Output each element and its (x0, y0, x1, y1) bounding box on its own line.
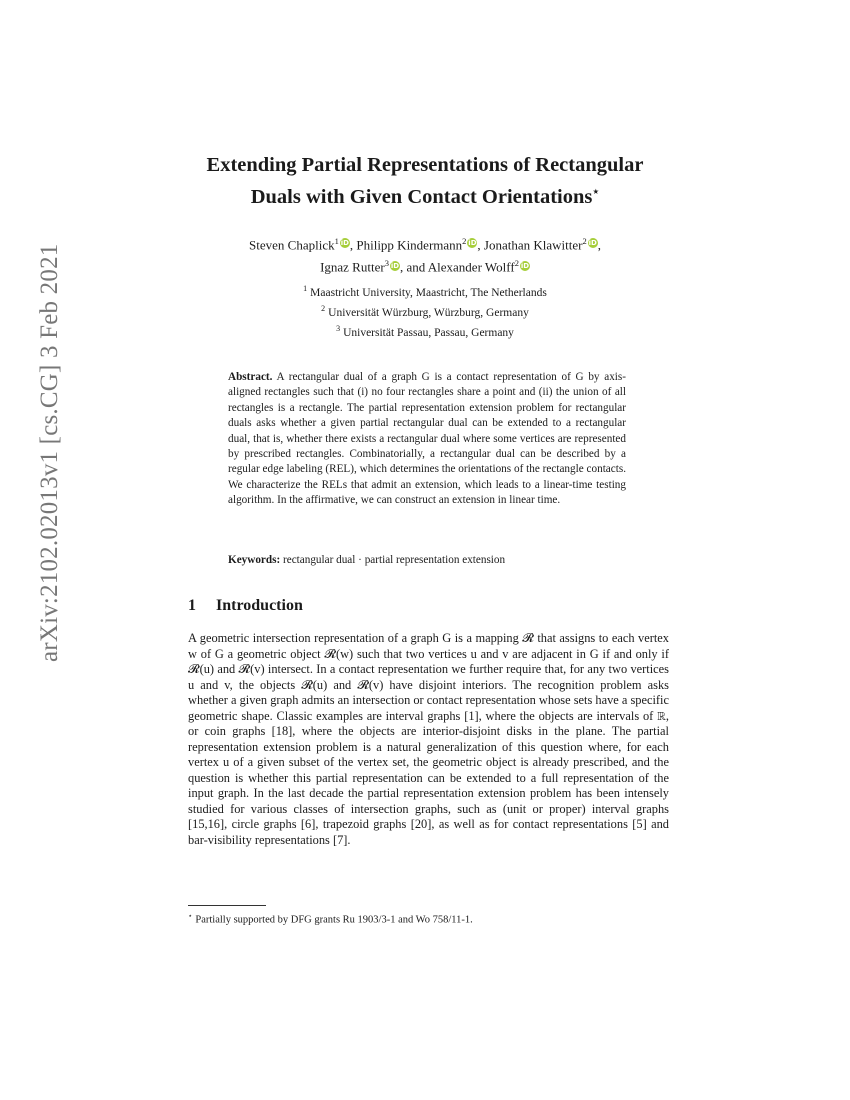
title-footnote-mark: ⋆ (592, 186, 600, 198)
orcid-icon[interactable]: iD (520, 261, 530, 270)
keywords-label: Keywords: (228, 554, 281, 566)
affiliation-item (150, 321, 700, 341)
affiliation-item (150, 281, 700, 301)
author-list (150, 232, 700, 277)
author-affiliation-mark: 3 (384, 258, 389, 269)
keywords-text: rectangular dual · partial representation extension (283, 554, 506, 566)
affiliation-mark: 2 (321, 303, 326, 313)
affiliation-text: Maastricht University, Maastricht, The Netherlands (310, 286, 547, 299)
orcid-icon[interactable]: iD (340, 239, 349, 248)
author-affiliation-mark: 2 (462, 236, 467, 246)
author-conjunction: and (406, 259, 426, 275)
affiliation-text: Universität Würzburg, Würzburg, Germany (328, 306, 529, 319)
affiliation-item (150, 301, 700, 321)
affiliation-mark: 3 (336, 323, 341, 333)
paper-title (150, 152, 700, 211)
author-line-1: Steven Chaplick$^1$ iD, Philipp Kindermann$^2$ iD, Jonathan Klawitter$^2$ iD, (249, 236, 601, 253)
author-name: Jonathan Klawitter (483, 237, 583, 253)
section-heading (188, 597, 668, 615)
author-name: Steven Chaplick (249, 237, 335, 253)
author-name: Ignaz Rutter (320, 259, 385, 275)
author-affiliation-mark: 1 (334, 236, 339, 246)
abstract-label: Abstract. (228, 371, 273, 383)
arxiv-identifier-text: arXiv:2102.02013v1 [cs.CG] 3 Feb 2021 (36, 243, 63, 662)
abstract-text: A rectangular dual of a graph G is a contact representation of G by axis-aligned rectangles such that (i) no four rectangles share a point and (ii) the union of all rectangles is a rectangle. The partial representation extension problem for rectangular duals asks whether a given partial rectangular dual can be extended to a rectangular dual, that is, whether there exists a rectangular dual where some vertices are represented by prescribed rectangles. Combinatorially, a rectangular dual can be described by a regular edge labeling (REL), which determines the orientations of the rectangle contacts. We characterize the RELs that admit an extension, which leads to a linear-time testing algorithm. In the affirmative, we can construct an extension in linear time. (228, 371, 626, 507)
introduction-paragraph: A geometric intersection representation of a graph G is a mapping 𝓡 that assigns to each vertex w of G a geometric object 𝓡(w) such that two vertices u and v are adjacent in G if and only if 𝓡(u) and 𝓡(v) intersect. In a contact representation we further require that, for any two vertices u and v, the objects 𝓡(u) and 𝓡(v) have disjoint interiors. The recognition problem asks whether a given graph admits an intersection or contact representation whose sets have a specific geometric shape. Classic examples are interval graphs [1], where the objects are intervals of ℝ, or coin graphs [18], where the objects are interior-disjoint disks in the plane. The partial representation extension problem is a natural generalization of this question where, for each vertex u of a given subset of the vertex set, the geometric object is already prescribed, and the question is whether this partial representation can be extended to a full representation of the input graph. In the last decade the partial representation extension problem has been intensely studied for various classes of intersection graphs, such as (unit or proper) interval graphs [15,16], circle graphs [6], trapezoid graphs [20], as well as for contact representations [5] and bar-visibility representations [7]. (188, 631, 669, 847)
orcid-icon[interactable]: iD (588, 239, 597, 248)
footnote-mark: ⋆ (188, 912, 193, 920)
affiliation-mark: 1 (303, 284, 308, 293)
title-line-2 (150, 179, 700, 211)
section-number: 1 (188, 597, 196, 614)
author-name: Alexander Wolff (427, 259, 515, 275)
title-line-2-text: Duals with Given Contact Orientations (250, 185, 593, 208)
arxiv-side-stamp (28, 243, 72, 662)
title-line-1: Extending Partial Representations of Rectangular (206, 154, 644, 176)
keywords-block (228, 553, 626, 568)
footnote-divider (188, 905, 266, 906)
orcid-icon[interactable]: iD (390, 261, 400, 270)
affiliation-text: Universität Passau, Passau, Germany (343, 326, 514, 339)
footnote (188, 909, 669, 928)
author-name: Philipp Kindermann (356, 237, 463, 253)
author-affiliation-mark: 2 (582, 236, 587, 246)
author-line-2: Ignaz Rutter$^3$ iD, and Alexander Wolff$^2$ iD (320, 258, 530, 275)
affiliation-list (150, 281, 700, 340)
author-affiliation-mark: 2 (514, 258, 519, 269)
abstract-block (228, 370, 626, 509)
footnote-text: Partially supported by DFG grants Ru 1903/3-1 and Wo 758/11-1. (195, 914, 473, 926)
orcid-icon[interactable]: iD (468, 239, 477, 248)
section-title: Introduction (216, 597, 303, 614)
